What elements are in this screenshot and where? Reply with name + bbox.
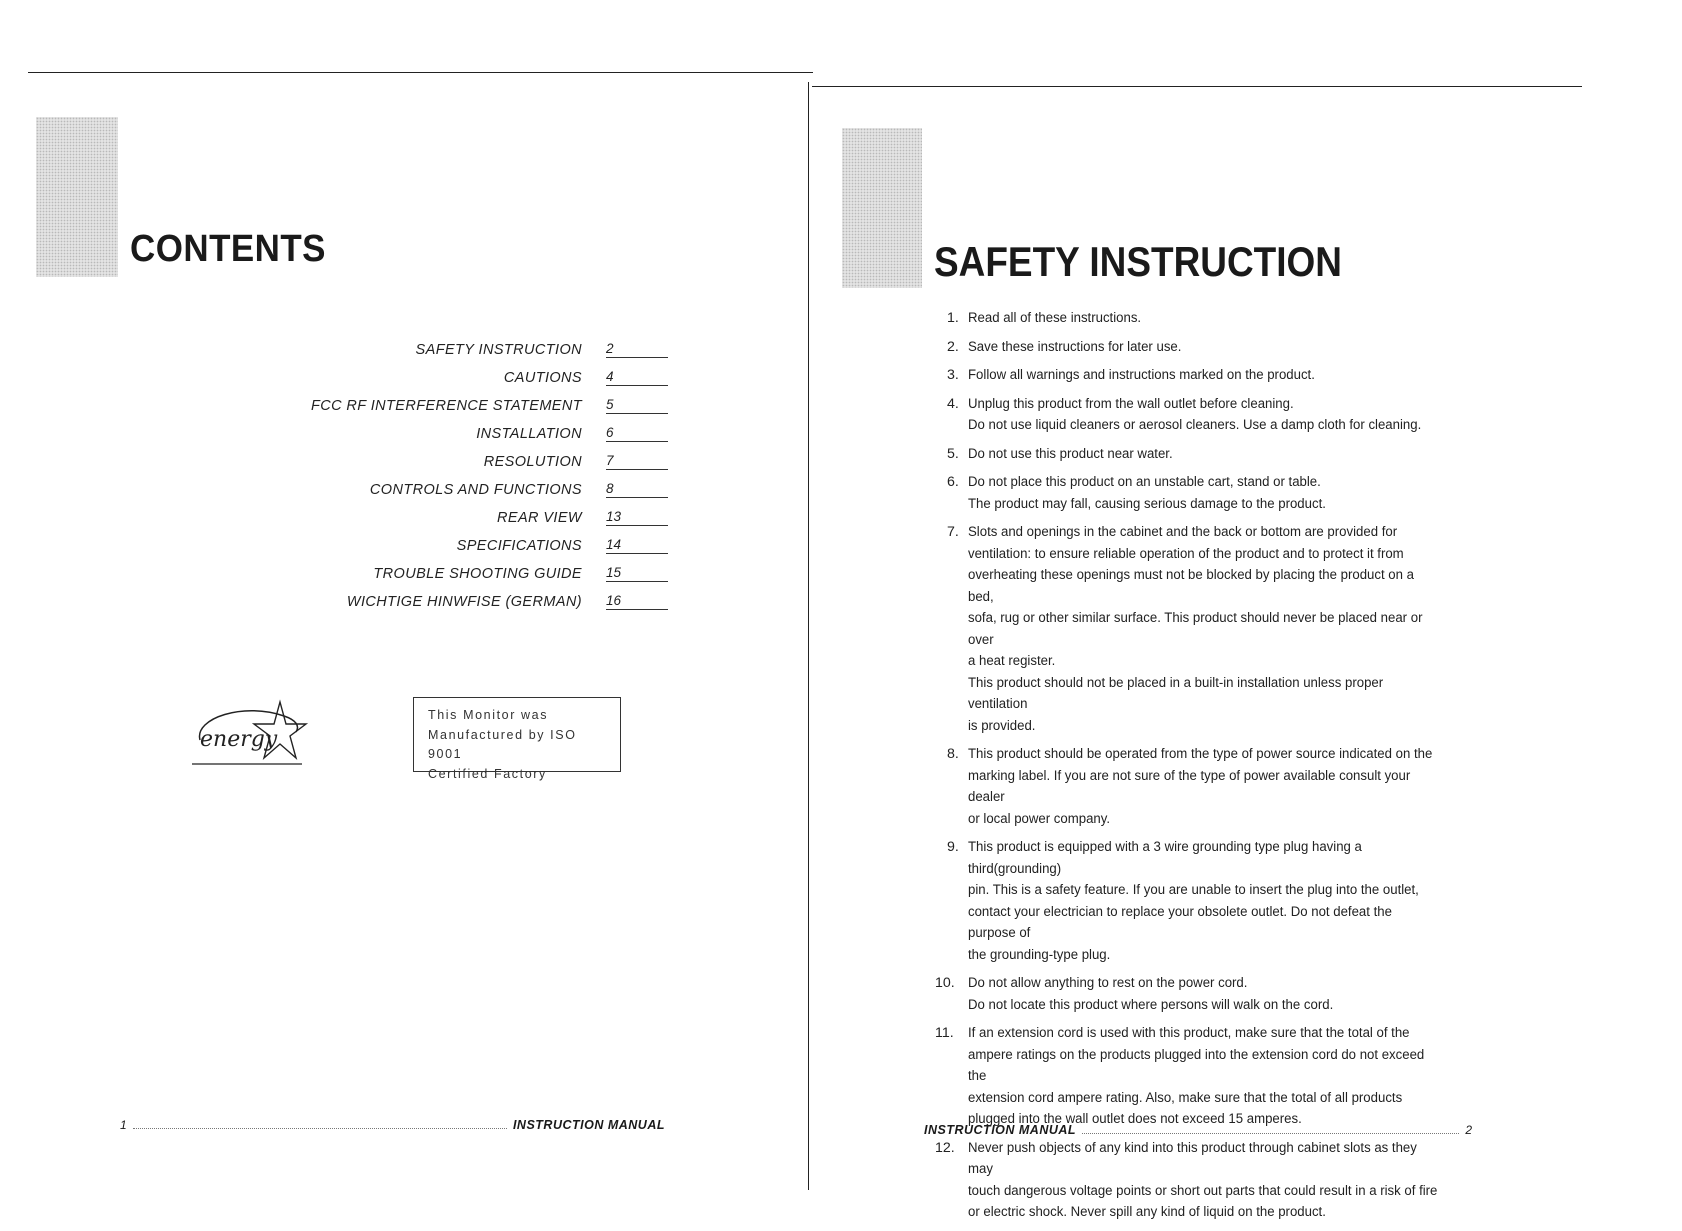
safety-item-number: 3. xyxy=(947,367,959,383)
safety-item xyxy=(935,444,1475,466)
safety-item-line: This product should be operated from the type of power source indicated on the xyxy=(968,746,1433,762)
toc-entry-page: 16 xyxy=(606,593,668,610)
safety-item-text xyxy=(968,444,1440,466)
toc-entry-page: 13 xyxy=(606,509,668,526)
toc-entry-page: 7 xyxy=(606,453,668,470)
toc-entry-page: 15 xyxy=(606,565,668,582)
left-footer-title: INSTRUCTION MANUAL xyxy=(512,1118,665,1132)
toc-entry-page: 5 xyxy=(606,397,668,414)
safety-item-line: pin. This is a safety feature. If you are unable to insert the plug into the outlet, xyxy=(968,882,1419,898)
safety-item xyxy=(935,522,1475,737)
toc-entry-label: TROUBLE SHOOTING GUIDE xyxy=(373,566,582,582)
iso-line: Manufactured by ISO 9001 xyxy=(428,727,577,761)
safety-item-text xyxy=(968,1138,1440,1224)
toc-entry xyxy=(300,526,680,554)
top-rule-left xyxy=(28,72,813,73)
safety-item-line: This product is equipped with a 3 wire grounding type plug having a third(grounding) xyxy=(968,839,1362,877)
safety-item-text xyxy=(968,394,1440,437)
safety-instruction-title: SAFETY INSTRUCTION xyxy=(934,238,1342,285)
safety-item-line: Do not place this product on an unstable cart, stand or table. xyxy=(968,474,1321,490)
safety-instruction-list xyxy=(935,308,1475,1231)
left-page-number: 1 xyxy=(120,1118,127,1132)
toc-entry-page: 6 xyxy=(606,425,668,442)
safety-item-line: overheating these openings must not be blocked by placing the product on a bed, xyxy=(968,567,1414,605)
safety-item-text xyxy=(968,522,1440,737)
safety-item-text xyxy=(968,308,1440,330)
safety-item-line: extension cord ampere rating. Also, make sure that the total of all products xyxy=(968,1089,1403,1106)
top-rule-right xyxy=(812,86,1582,87)
safety-item xyxy=(935,365,1475,387)
safety-item-line: ventilation: to ensure reliable operation of the product and to protect it from xyxy=(968,545,1404,562)
toc-entry-label: SAFETY INSTRUCTION xyxy=(415,342,582,358)
toc-entry-page: 8 xyxy=(606,481,668,498)
leader-dots xyxy=(1082,1133,1459,1134)
safety-item-number: 5. xyxy=(947,445,959,462)
safety-item-number: 1. xyxy=(947,310,959,326)
safety-item-number: 12. xyxy=(935,1139,955,1156)
iso-line: This Monitor was xyxy=(428,708,549,722)
toc-entry-label: CAUTIONS xyxy=(503,370,582,386)
right-footer xyxy=(924,1123,1472,1137)
safety-item-line: or local power company. xyxy=(968,810,1111,827)
right-page-number: 2 xyxy=(1465,1123,1472,1137)
safety-item xyxy=(935,472,1475,515)
safety-item-line: ampere ratings on the products plugged into the extension cord do not exceed the xyxy=(968,1046,1425,1084)
safety-item-text xyxy=(968,973,1440,1016)
safety-item-number: 8. xyxy=(947,746,959,762)
safety-item-number: 4. xyxy=(947,395,959,412)
safety-item-line: Follow all warnings and instructions marked on the product. xyxy=(968,367,1315,383)
safety-item-text xyxy=(968,1023,1440,1131)
toc-entry xyxy=(300,442,680,470)
safety-item-number: 9. xyxy=(947,839,959,855)
safety-item-line: a heat register. xyxy=(968,653,1056,669)
safety-item-line: sofa, rug or other similar surface. This product should never be placed near or over xyxy=(968,610,1423,648)
toc-entry-label: INSTALLATION xyxy=(476,426,582,442)
table-of-contents xyxy=(300,330,680,610)
safety-item-line: If an extension cord is used with this product, make sure that the total of the xyxy=(968,1025,1410,1041)
safety-item xyxy=(935,973,1475,1016)
toc-entry xyxy=(300,358,680,386)
safety-item-line: contact your electrician to replace your obsolete outlet. Do not defeat the purpose of xyxy=(968,903,1392,941)
safety-item-line: Slots and openings in the cabinet and the back or bottom are provided for xyxy=(968,524,1398,540)
toc-entry xyxy=(300,498,680,526)
toc-entry-label: WICHTIGE HINWFISE (GERMAN) xyxy=(346,594,582,610)
safety-item-number: 11. xyxy=(935,1025,954,1041)
toc-entry xyxy=(300,414,680,442)
safety-item xyxy=(935,1023,1475,1131)
safety-item-line: marking label. If you are not sure of the type of power available consult your dealer xyxy=(968,767,1411,805)
toc-entry-page: 2 xyxy=(606,341,668,358)
safety-item-number: 6. xyxy=(947,474,959,490)
energy-star-logo xyxy=(192,696,310,768)
right-footer-title: INSTRUCTION MANUAL xyxy=(924,1123,1077,1137)
safety-item xyxy=(935,837,1475,966)
safety-item xyxy=(935,308,1475,330)
safety-item-text xyxy=(968,744,1440,830)
safety-item-line: Save these instructions for later use. xyxy=(968,338,1182,355)
toc-entry xyxy=(300,554,680,582)
safety-item-text xyxy=(968,337,1440,359)
safety-item xyxy=(935,394,1475,437)
toc-entry-page: 14 xyxy=(606,537,668,554)
safety-item-text xyxy=(968,837,1440,966)
safety-item-line: Read all of these instructions. xyxy=(968,310,1142,326)
svg-text:energy: energy xyxy=(200,727,278,752)
toc-entry xyxy=(300,330,680,358)
iso-certification-box xyxy=(413,697,621,781)
safety-item-line: Do not use liquid cleaners or aerosol cleaners. Use a damp cloth for cleaning. xyxy=(968,417,1422,433)
safety-item-number: 10. xyxy=(935,975,955,991)
leader-dots xyxy=(133,1128,507,1129)
safety-item-number: 7. xyxy=(947,524,959,540)
safety-item-line: Do not use this product near water. xyxy=(968,445,1173,462)
safety-item-line: The product may fall, causing serious damage to the product. xyxy=(968,495,1326,512)
safety-item-line: is provided. xyxy=(968,717,1036,734)
safety-item-line: or electric shock. Never spill any kind of liquid on the product. xyxy=(968,1204,1326,1220)
toc-entry-label: RESOLUTION xyxy=(483,454,582,470)
toc-entry-label: SPECIFICATIONS xyxy=(456,538,582,554)
toc-entry-page: 4 xyxy=(606,369,668,386)
toc-entry-label: FCC RF INTERFERENCE STATEMENT xyxy=(311,398,582,414)
safety-item-line: plugged into the wall outlet does not exceed 15 amperes. xyxy=(968,1111,1302,1127)
toc-entry-label: REAR VIEW xyxy=(497,510,582,526)
safety-item-line: Unplug this product from the wall outlet before cleaning. xyxy=(968,395,1294,412)
toc-entry-label: CONTROLS AND FUNCTIONS xyxy=(369,482,582,498)
safety-item xyxy=(935,337,1475,359)
toc-entry xyxy=(300,386,680,414)
contents-tone-swatch xyxy=(36,117,118,277)
safety-item xyxy=(935,1138,1475,1224)
safety-item xyxy=(935,744,1475,830)
safety-item-line: Do not locate this product where persons will walk on the cord. xyxy=(968,996,1334,1013)
iso-line: Certified Factory xyxy=(428,766,547,781)
safety-item-number: 2. xyxy=(947,338,959,355)
safety-item-line: touch dangerous voltage points or short out parts that could result in a risk of fire xyxy=(968,1182,1438,1199)
safety-item-text xyxy=(968,365,1440,387)
safety-item-line: Never push objects of any kind into this product through cabinet slots as they may xyxy=(968,1139,1417,1177)
toc-entry xyxy=(300,582,680,610)
safety-item-line: Do not allow anything to rest on the power cord. xyxy=(968,975,1248,991)
left-footer xyxy=(120,1118,665,1132)
page-spine-divider xyxy=(808,82,809,1190)
contents-title: CONTENTS xyxy=(130,228,326,270)
safety-item-line: the grounding-type plug. xyxy=(968,946,1111,963)
safety-item-line: This product should not be placed in a built-in installation unless proper ventilation xyxy=(968,674,1384,712)
toc-entry xyxy=(300,470,680,498)
safety-item-text xyxy=(968,472,1440,515)
safety-tone-swatch xyxy=(842,128,922,288)
